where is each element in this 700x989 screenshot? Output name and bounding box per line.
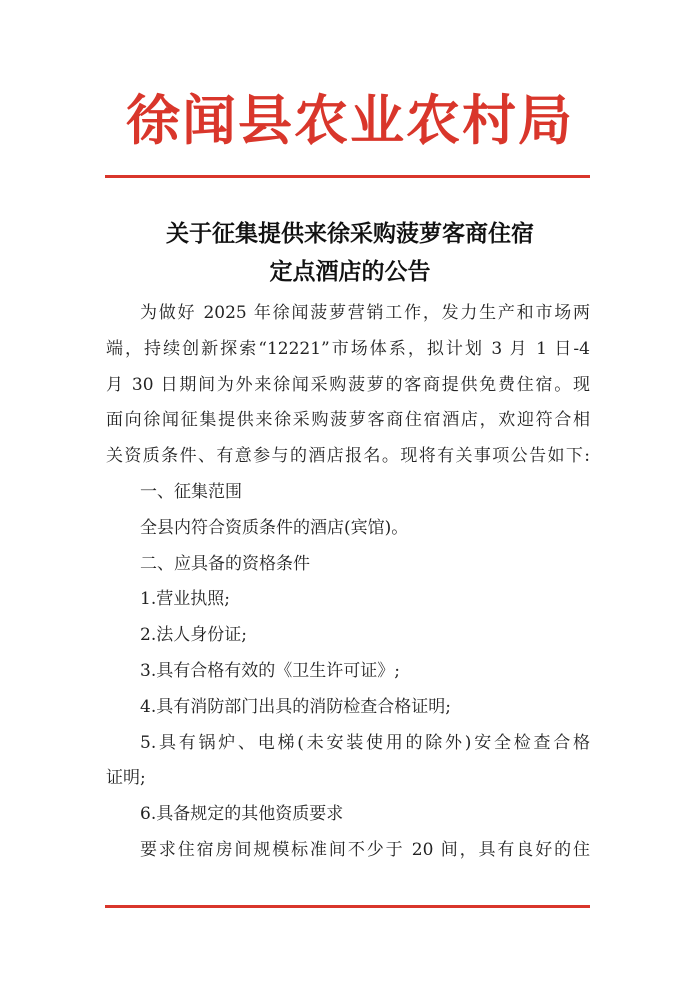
qualification-item: 6.具备规定的其他资质要求 — [140, 804, 344, 825]
section-text-scope: 全县内符合资质条件的酒店(宾馆)。 — [140, 517, 409, 538]
requirement-line: 要求住宿房间规模标准间不少于 20 间，具有良好的住 — [140, 839, 590, 860]
intro-line: 为做好 2025 年徐闻菠萝营销工作，发力生产和市场两 — [140, 303, 590, 323]
agency-masthead: 徐闻县农业农村局 — [126, 88, 574, 152]
qualification-item: 3.具有合格有效的《卫生许可证》; — [140, 660, 400, 681]
footer-divider — [105, 905, 590, 908]
qualification-item: 5.具有锅炉、电梯(未安装使用的除外)安全检查合格 — [140, 732, 590, 753]
notice-body — [106, 296, 590, 869]
section-heading-qualifications: 二、应具备的资格条件 — [140, 553, 310, 574]
intro-line: 面向徐闻征集提供来徐采购菠萝客商住宿酒店，欢迎符合相 — [106, 410, 590, 431]
notice-title-line-2: 定点酒店的公告 — [269, 259, 431, 285]
header-divider — [105, 175, 590, 178]
section-heading-scope: 一、征集范围 — [140, 481, 242, 502]
intro-line: 关资质条件、有意参与的酒店报名。现将有关事项公告如下: — [106, 446, 590, 467]
qualification-item: 2.法人身份证; — [140, 625, 247, 646]
intro-line: 端，持续创新探索“12221”市场体系，拟计划 3 月 1 日-4 — [106, 338, 590, 359]
intro-line: 月 30 日期间为外来徐闻采购菠萝的客商提供免费住宿。现 — [106, 374, 590, 395]
qualification-item: 4.具有消防部门出具的消防检查合格证明; — [140, 696, 451, 717]
qualification-item: 1.营业执照; — [140, 589, 230, 610]
notice-title-line-1: 关于征集提供来徐采购菠萝客商住宿 — [166, 221, 534, 247]
qualification-item-continued: 证明; — [106, 768, 146, 789]
